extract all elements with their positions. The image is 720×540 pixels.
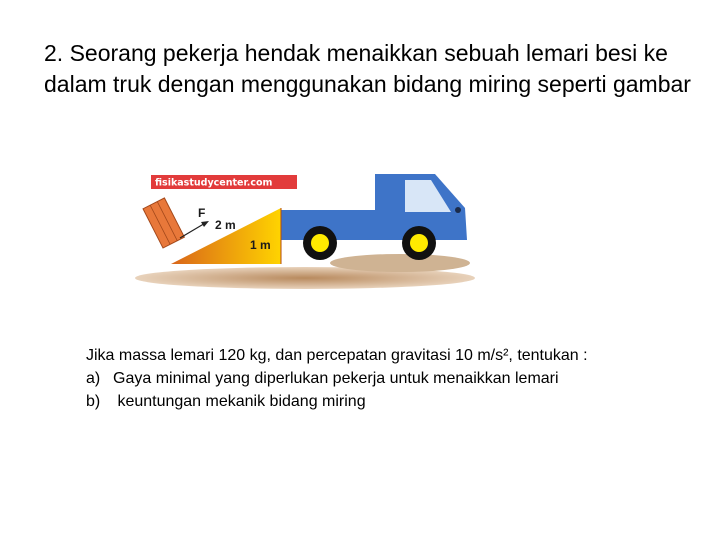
ground-shadow-right: [330, 254, 470, 272]
lemari-box: [143, 198, 184, 248]
problem-intro: Jika massa lemari 120 kg, dan percepatan gravitasi 10 m/s², tentukan :: [86, 347, 588, 364]
force-arrow-head: [201, 221, 209, 227]
list-item-text: Gaya minimal yang diperlukan pekerja untuk menaikkan lemari: [113, 370, 559, 387]
slope-length-label: 2 m: [215, 218, 236, 232]
height-label: 1 m: [250, 238, 271, 252]
problem-text: [86, 344, 686, 413]
truck-front-wheel: [402, 226, 436, 260]
list-marker: a): [86, 370, 101, 387]
force-label: F: [198, 206, 206, 220]
truck-rear-wheel: [303, 226, 337, 260]
list-item-text: keuntungan mekanik bidang miring: [113, 393, 366, 410]
inclined-plane-figure: [135, 168, 480, 293]
list-item-a: [86, 367, 686, 390]
truck-headlight: [455, 207, 461, 213]
watermark-text: fisikastudycenter.com: [155, 177, 273, 189]
list-item-b: [86, 390, 686, 413]
list-marker: b): [86, 393, 101, 410]
inclined-ramp: [171, 208, 281, 264]
question-title: 2. Seorang pekerja hendak menaikkan sebuah lemari besi ke dalam truk dengan menggunakan bidang miring seperti gambar: [44, 40, 691, 97]
